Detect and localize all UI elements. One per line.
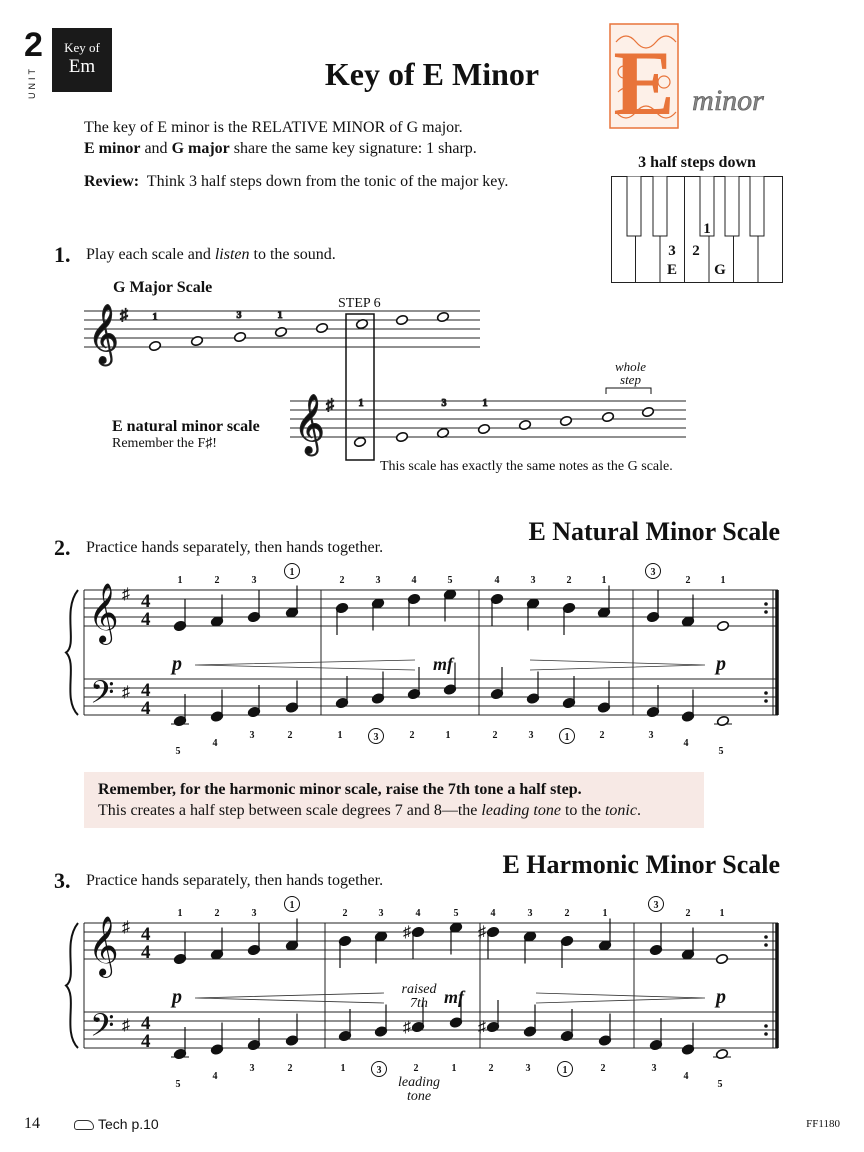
time-sig-top: 4	[141, 680, 151, 701]
key-tab-line2: Em	[68, 56, 96, 77]
intro-emph-g-major: G major	[171, 140, 230, 157]
finger-number: 1	[445, 730, 451, 741]
catalog-code: FF1180	[806, 1118, 840, 1130]
finger-number: 1	[451, 1063, 457, 1074]
finger-number: 5	[718, 746, 724, 757]
finger-number: 3	[648, 730, 654, 741]
finger-number: 5	[175, 746, 181, 757]
finger-number: 2	[214, 908, 220, 919]
finger-number: 1	[337, 730, 343, 741]
intro-text: share the same key signature: 1 sharp.	[229, 140, 477, 157]
finger-3: 3	[668, 243, 676, 259]
finger-number: 1	[358, 398, 364, 409]
review-text: Think 3 half steps down from the tonic of the major key.	[139, 173, 509, 190]
finger-number: 2	[409, 730, 415, 741]
unit-number: 2	[24, 26, 43, 64]
section1-number: 1.	[54, 242, 71, 267]
finger-number: 1	[482, 398, 488, 409]
finger-number: 3	[651, 1063, 657, 1074]
remember-em-tonic: tonic	[604, 802, 637, 819]
dynamic-p: p	[172, 986, 182, 1008]
section3-heading: E Harmonic Minor Scale	[502, 850, 780, 879]
logo-letter: E	[613, 32, 675, 132]
finger-number: 4	[411, 575, 417, 586]
step6-label: STEP 6	[338, 296, 381, 311]
leading-label: leading	[398, 1075, 440, 1090]
section2-number: 2.	[54, 535, 71, 560]
finger-number: 1	[720, 575, 726, 586]
finger-number: 2	[566, 575, 572, 586]
remember-text-a: This creates a half step between scale degrees 7 and 8—the	[98, 802, 482, 819]
repeat-dot	[764, 1024, 768, 1028]
finger-1: 1	[703, 221, 711, 237]
remember-line1: Remember, for the harmonic minor scale, raise the 7th tone a half step.	[98, 781, 582, 798]
key-tab-line1: Key of	[64, 40, 100, 55]
finger-number: 3	[378, 908, 384, 919]
same-notes-caption: This scale has exactly the same notes as the G scale.	[380, 459, 673, 474]
finger-number: 2	[492, 730, 498, 741]
page-number: 14	[24, 1115, 40, 1132]
finger-number: 1	[601, 575, 607, 586]
finger-number: 2	[685, 908, 691, 919]
treble-clef: 𝄞	[88, 918, 119, 975]
whole-step-line1: whole	[614, 359, 647, 374]
finger-number: 1	[340, 1063, 346, 1074]
crescendo-hairpin	[195, 993, 384, 1003]
finger-number: 5	[717, 1079, 723, 1090]
finger-number: 3	[375, 575, 381, 586]
time-sig-bottom: 4	[141, 609, 151, 630]
finger-number: 4	[415, 908, 421, 919]
finger-number: 1	[289, 900, 295, 911]
key-sharp: ♯	[326, 397, 334, 414]
finger-number: 4	[683, 738, 689, 749]
seventh-label: 7th	[410, 996, 428, 1011]
remember-em-leading-tone: leading tone	[481, 802, 561, 819]
section1-text-em: listen	[214, 246, 250, 263]
note-g: G	[714, 262, 726, 278]
bass-clef: 𝄢	[90, 676, 115, 718]
time-sig-top: 4	[141, 1013, 151, 1034]
section1-text-a: Play each scale and	[86, 246, 215, 263]
section3-number: 3.	[54, 868, 71, 893]
section2-instruction: Practice hands separately, then hands together.	[86, 539, 384, 556]
intro-emph-e-minor: E minor	[84, 140, 141, 157]
whole-step-line2: step	[620, 372, 641, 387]
finger-number: 1	[277, 310, 283, 321]
raised-label: raised	[401, 982, 437, 997]
dynamic-mf: mf	[433, 654, 453, 674]
finger-number: 2	[413, 1063, 419, 1074]
finger-number: 2	[600, 1063, 606, 1074]
hand-icon	[74, 1120, 94, 1130]
time-sig-top: 4	[141, 924, 151, 945]
finger-number: 4	[683, 1071, 689, 1082]
finger-number: 1	[177, 575, 183, 586]
review-label: Review:	[84, 173, 140, 190]
dynamic-p: p	[716, 986, 726, 1008]
raised-7th-sharp: ♯	[478, 924, 486, 941]
raised-7th-sharp: ♯	[403, 1019, 411, 1036]
dynamic-p: p	[172, 653, 182, 675]
finger-number: 1	[602, 908, 608, 919]
bass-clef: 𝄢	[90, 1009, 115, 1051]
unit-label: UNIT	[27, 66, 37, 99]
finger-number: 2	[339, 575, 345, 586]
time-sig-top: 4	[141, 591, 151, 612]
finger-number: 5	[453, 908, 459, 919]
finger-number: 3	[441, 398, 447, 409]
finger-number: 3	[249, 730, 255, 741]
key-sharp: ♯	[122, 586, 130, 603]
page-title: Key of E Minor	[324, 56, 540, 92]
finger-number: 3	[650, 567, 656, 578]
rh-note	[715, 953, 728, 964]
finger-number: 2	[488, 1063, 494, 1074]
finger-number: 2	[599, 730, 605, 741]
treble-clef: 𝄞	[88, 306, 119, 363]
finger-number: 3	[530, 575, 536, 586]
finger-2: 2	[692, 243, 700, 259]
finger-number: 3	[236, 310, 242, 321]
repeat-dot	[764, 1032, 768, 1036]
finger-number: 2	[342, 908, 348, 919]
tone-label: tone	[406, 1089, 432, 1104]
finger-number: 1	[289, 567, 295, 578]
time-sig-bottom: 4	[141, 698, 151, 719]
finger-number: 3	[251, 575, 257, 586]
key-sharp: ♯	[122, 1017, 130, 1034]
note-e: E	[666, 262, 678, 278]
logo-word: minor	[692, 84, 764, 117]
intro-line1: The key of E minor is the RELATIVE MINOR of G major.	[84, 119, 463, 136]
finger-number: 4	[490, 908, 496, 919]
time-sig-bottom: 4	[141, 1031, 151, 1052]
finger-number: 1	[152, 312, 158, 323]
section3-instruction: Practice hands separately, then hands together.	[86, 872, 384, 889]
raised-7th-sharp: ♯	[478, 1019, 486, 1036]
tech-reference	[74, 1116, 159, 1132]
finger-number: 2	[214, 575, 220, 586]
decrescendo-hairpin	[536, 993, 705, 1003]
finger-number: 3	[525, 1063, 531, 1074]
finger-number: 4	[212, 738, 218, 749]
finger-number: 3	[249, 1063, 255, 1074]
finger-number: 3	[376, 1065, 382, 1076]
finger-number: 1	[562, 1065, 568, 1076]
treble-clef: 𝄞	[88, 585, 119, 642]
g-major-label: G Major Scale	[113, 279, 213, 296]
repeat-dot	[764, 943, 768, 947]
finger-number: 3	[527, 908, 533, 919]
remember-text-c: .	[636, 802, 641, 819]
finger-number: 2	[287, 730, 293, 741]
finger-number: 2	[287, 1063, 293, 1074]
raised-7th-sharp: ♯	[403, 924, 411, 941]
finger-number: 5	[447, 575, 453, 586]
intro-text: and	[140, 140, 172, 157]
finger-number: 4	[494, 575, 500, 586]
finger-number: 3	[373, 732, 379, 743]
remember-text-b: to the	[560, 802, 605, 819]
dynamic-mf: mf	[444, 987, 464, 1007]
time-sig-bottom: 4	[141, 942, 151, 963]
finger-number: 5	[175, 1079, 181, 1090]
finger-number: 1	[564, 732, 570, 743]
e-natural-minor-sub: Remember the F♯!	[112, 436, 217, 451]
key-sharp: ♯	[120, 307, 128, 324]
finger-number: 3	[653, 900, 659, 911]
key-sharp: ♯	[122, 684, 130, 701]
tech-reference-text: Tech p.10	[98, 1116, 159, 1132]
e-natural-minor-label: E natural minor scale	[112, 418, 260, 435]
section1-text-b: to the sound.	[249, 246, 336, 263]
lh-note	[715, 1048, 728, 1059]
repeat-dot	[764, 935, 768, 939]
finger-number: 1	[719, 908, 725, 919]
finger-number: 4	[212, 1071, 218, 1082]
treble-clef: 𝄞	[294, 396, 325, 453]
finger-number: 2	[564, 908, 570, 919]
key-sharp: ♯	[122, 919, 130, 936]
section2-heading: E Natural Minor Scale	[528, 517, 780, 546]
finger-number: 1	[177, 908, 183, 919]
dynamic-p: p	[716, 653, 726, 675]
brace	[66, 923, 78, 1048]
finger-number: 2	[685, 575, 691, 586]
finger-number: 3	[251, 908, 257, 919]
finger-number: 3	[528, 730, 534, 741]
keyboard-title: 3 half steps down	[638, 154, 756, 171]
